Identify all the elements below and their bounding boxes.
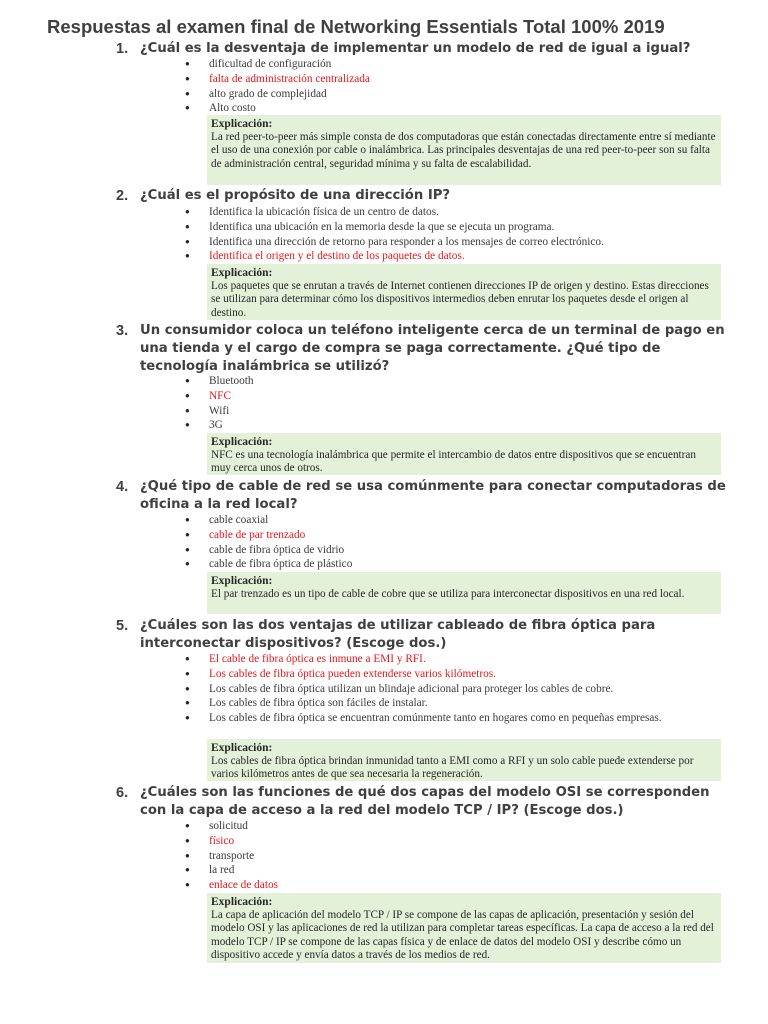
answer-option-label: solicitud [209, 820, 248, 832]
question-text: ¿Cuál es la desventaja de implementar un modelo de red de igual a igual? [140, 41, 691, 56]
bullet-dot-icon: ● [185, 376, 190, 385]
bullet-dot-icon: ● [185, 236, 190, 246]
answer-option [185, 696, 709, 711]
answer-option [185, 863, 709, 878]
bullet-dot-icon: ● [185, 865, 190, 875]
bullet-dot-icon: ● [185, 420, 190, 430]
answer-option-label: Identifica la ubicación física de un centro de datos. [209, 206, 439, 218]
answer-option [185, 101, 709, 116]
answer-option-label: Bluetooth [209, 375, 254, 387]
answer-option-label: Wifi [209, 404, 230, 417]
correct-answer-option [185, 652, 709, 667]
correct-answer-option [185, 249, 709, 264]
explanation-box [207, 893, 721, 963]
page-title: Respuestas al examen final de Networking Essentials Total 100% 2019 [47, 16, 665, 37]
explanation-box [207, 572, 721, 614]
answer-option-label: Los cables de fibra óptica pueden extenderse varios kilómetros. [209, 667, 497, 680]
bullet-dot-icon: ● [185, 405, 190, 415]
answer-option-label: Los cables de fibra óptica son fáciles de instalar. [209, 697, 428, 710]
question-text: ¿Cuáles son las funciones de qué dos capas del modelo OSI se corresponden con la capa de acceso a la red del modelo TCP / IP? (Escoge dos.) [140, 785, 710, 818]
bullet-dot-icon: ● [185, 221, 190, 231]
bullet-dot-icon: ● [185, 835, 190, 845]
bullet-dot-icon: ● [185, 59, 190, 68]
explanation-text: Los cables de fibra óptica brindan inmunidad tanto a EMI como a RFI y un solo cable puede extenderse por varios kilómetros antes de que sea necesaria la regeneración. [211, 755, 694, 781]
bullet-dot-icon: ● [185, 544, 190, 554]
answer-option [185, 57, 709, 72]
bullet-dot-icon: ● [185, 207, 190, 216]
answer-option-label: falta de administración centralizada [209, 72, 370, 85]
explanation-box [207, 739, 721, 781]
answer-option-label: Los cables de fibra óptica utilizan un blindaje adicional para proteger los cables de cobre. [209, 682, 614, 695]
bullet-dot-icon: ● [185, 559, 190, 569]
answer-option [185, 418, 709, 433]
bullet-dot-icon: ● [185, 73, 190, 83]
question-text: ¿Cuáles son las dos ventajas de utilizar cableado de fibra óptica para interconectar dispositivos? (Escoge dos.) [140, 618, 656, 651]
answer-option-label: NFC [209, 389, 231, 402]
bullet-dot-icon: ● [185, 683, 190, 693]
question-number: 3. [116, 323, 129, 339]
bullet-dot-icon: ● [185, 515, 190, 524]
bullet-dot-icon: ● [185, 654, 190, 663]
answer-option [185, 374, 709, 389]
bullet-dot-icon: ● [185, 713, 190, 723]
correct-answer-option [185, 389, 709, 404]
explanation-text: Los paquetes que se enrutan a través de Internet contienen direcciones IP de origen y destino. Estas direcciones se utilizan para determinar cómo los dispositivos intermedios deben enrutar los paquetes desde el origen al destino. [211, 280, 709, 319]
explanation-title: Explicación: [211, 267, 273, 279]
correct-answer-option [185, 667, 709, 682]
answer-option-label: 3G [209, 419, 223, 432]
explanation-title: Explicación: [211, 118, 273, 130]
bullet-dot-icon: ● [185, 880, 190, 890]
question-text: ¿Cuál es el propósito de una dirección IP? [140, 188, 451, 203]
answer-option [185, 849, 709, 864]
bullet-dot-icon: ● [185, 103, 190, 113]
answer-option-label: Los cables de fibra óptica se encuentran comúnmente tanto en hogares como en pequeñas empresas. [209, 712, 662, 725]
question-number: 1. [116, 41, 129, 57]
bullet-dot-icon: ● [185, 850, 190, 860]
answer-option [185, 543, 709, 558]
answer-option-label: Identifica una dirección de retorno para responder a los mensajes de correo electrónico. [209, 235, 604, 248]
explanation-title: Explicación: [211, 575, 273, 587]
question-number: 6. [116, 785, 129, 801]
explanation-text: El par trenzado es un tipo de cable de cobre que se utiliza para interconectar dispositivos en una red local. [211, 588, 685, 600]
question-text: ¿Qué tipo de cable de red se usa comúnmente para conectar computadoras de oficina a la red local? [140, 479, 726, 512]
answer-option-label: cable de fibra óptica de plástico [209, 558, 353, 571]
answer-option-label: físico [209, 834, 235, 847]
answer-option-label: enlace de datos [209, 879, 279, 892]
answer-option-label: cable coaxial [209, 514, 269, 526]
answer-option-label: cable de fibra óptica de vidrio [209, 543, 345, 556]
explanation-text: La capa de aplicación del modelo TCP / IP se compone de las capas de aplicación, presentación y sesión del modelo OSI y las aplicaciones de red la utilizan para completar tareas específicas. La capa de acceso a la red del modelo TCP / IP se compone de las capas física y de enlace de datos del modelo OSI y describe cómo un dispositivo accede y envía datos a través de los medios de red. [211, 909, 714, 962]
explanation-title: Explicación: [211, 896, 273, 908]
answer-option-label: alto grado de complejidad [209, 87, 327, 100]
answer-option [185, 220, 709, 235]
explanation-title: Explicación: [211, 742, 273, 754]
bullet-dot-icon: ● [185, 821, 190, 830]
question-number: 2. [116, 188, 129, 204]
answer-option-label: transporte [209, 849, 255, 862]
answer-option-label: dificultad de configuración [209, 58, 332, 70]
answer-option-label: El cable de fibra óptica es inmune a EMI y RFI. [209, 653, 426, 665]
question-number: 5. [116, 618, 129, 634]
answer-option [185, 205, 709, 220]
explanation-text: NFC es una tecnología inalámbrica que permite el intercambio de datos entre dispositivos que se encuentran muy cerca unos de otros. [211, 449, 696, 475]
answer-option [185, 513, 709, 528]
explanation-title: Explicación: [211, 436, 273, 448]
answer-option-label: Identifica el origen y el destino de los paquetes de datos. [209, 250, 465, 263]
question-number: 4. [116, 479, 129, 495]
answer-option [185, 711, 709, 726]
answer-option-label: la red [209, 864, 235, 877]
correct-answer-option [185, 834, 709, 849]
bullet-dot-icon: ● [185, 390, 190, 400]
bullet-dot-icon: ● [185, 88, 190, 98]
answer-option-label: cable de par trenzado [209, 528, 306, 541]
explanation-text: La red peer-to-peer más simple consta de dos computadoras que están conectadas directamente entre sí mediante el uso de una conexión por cable o inalámbrica. Las principales desventajas de una red peer-to-peer son su falta de administración central, seguridad mínima y su falta de escalabilidad. [211, 131, 716, 170]
answer-option [185, 404, 709, 419]
question-text: Un consumidor coloca un teléfono inteligente cerca de un terminal de pago en una tienda y el cargo de compra se paga correctamente. ¿Qué tipo de tecnología inalámbrica se utilizó? [140, 323, 725, 374]
correct-answer-option [185, 72, 709, 87]
answer-option [185, 87, 709, 102]
bullet-dot-icon: ● [185, 698, 190, 708]
correct-answer-option [185, 528, 709, 543]
answer-option [185, 819, 709, 834]
explanation-box [207, 115, 721, 185]
answer-option [185, 682, 709, 697]
bullet-dot-icon: ● [185, 251, 190, 261]
bullet-dot-icon: ● [185, 529, 190, 539]
explanation-box [207, 433, 721, 475]
bullet-dot-icon: ● [185, 668, 190, 678]
answer-option [185, 235, 709, 250]
correct-answer-option [185, 878, 709, 893]
explanation-box [207, 264, 721, 320]
answer-option-label: Identifica una ubicación en la memoria desde la que se ejecuta un programa. [209, 220, 555, 233]
answer-option-label: Alto costo [209, 102, 256, 115]
answer-option [185, 557, 709, 572]
